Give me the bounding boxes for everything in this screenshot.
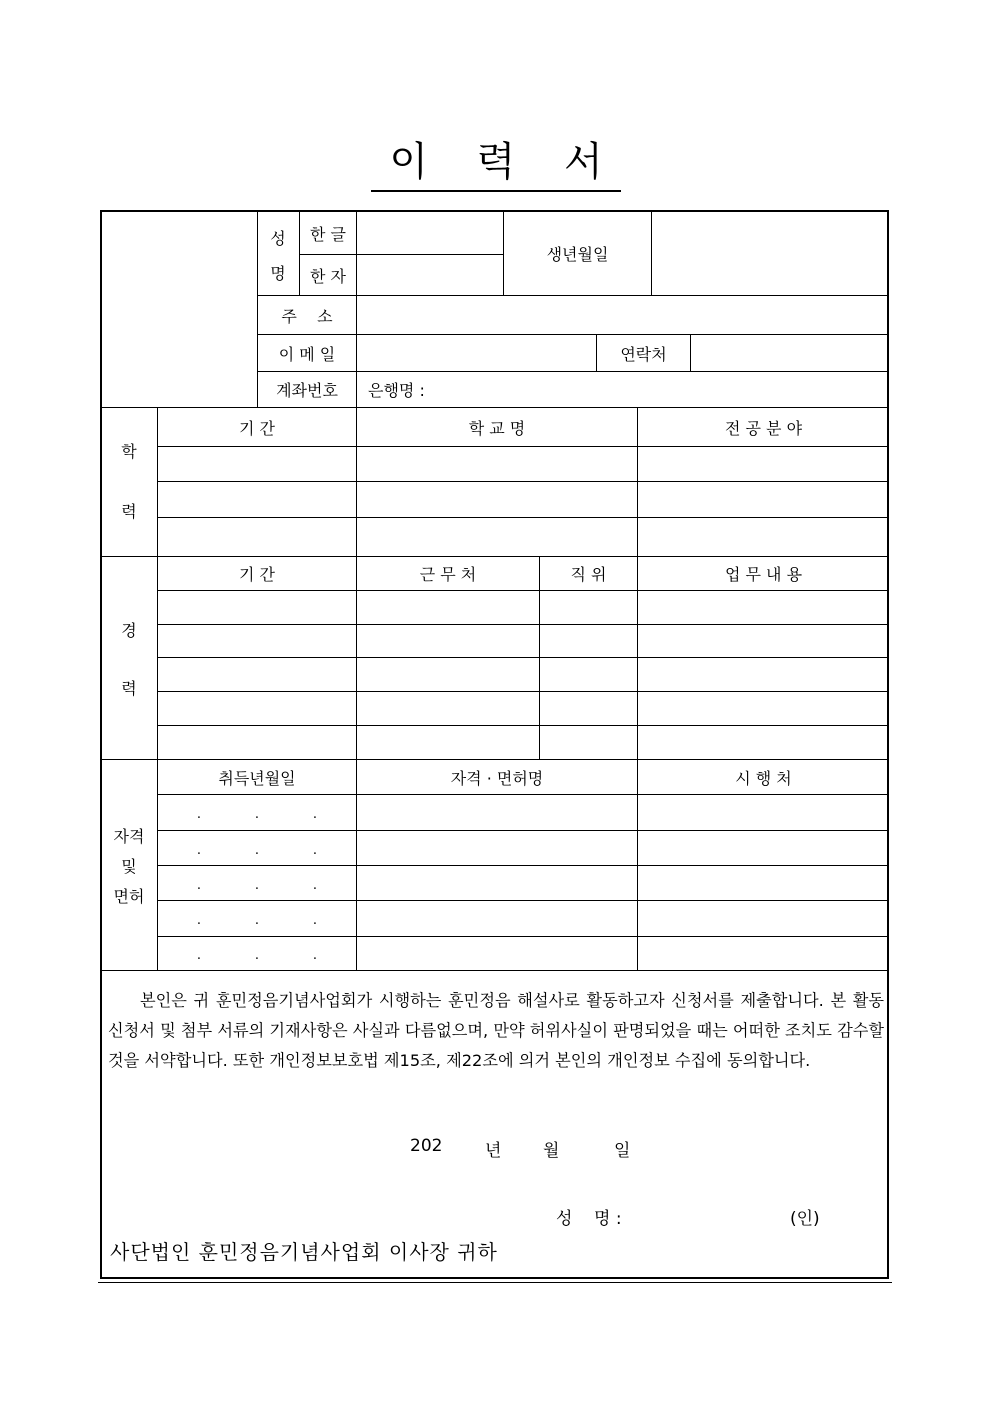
address-label: 주 소 [281,306,333,326]
education-header-period: 기 간 [239,418,275,438]
contact-field[interactable] [691,335,889,371]
date-year-unit: 년 [485,1141,502,1161]
license-date-row[interactable]: . . . [196,806,318,822]
document-title: 이 력 서 [0,138,992,192]
hanja-name-label: 한 자 [310,266,346,286]
license-date-row[interactable]: . . . [196,947,318,963]
license-date-row[interactable]: . . . [196,842,318,858]
birthdate-label: 생년월일 [546,245,609,264]
education-label-top: 학 [121,441,137,461]
date-day-unit: 일 [614,1141,631,1161]
education-label-bottom: 력 [121,501,137,521]
license-label-1: 자격 [113,826,145,846]
bottom-rule [98,1282,892,1283]
license-date-row[interactable]: . . . [196,877,318,893]
address-field[interactable] [357,296,889,334]
email-label: 이 메 일 [278,344,336,364]
pledge-text: 본인은 귀 훈민정음기념사업회가 시행하는 훈민정음 해설사로 활동하고자 신청서를 제출합니다. 본 활동신청서 및 첨부 서류의 기재사항은 사실과 다름없으며, 만약 허위사실이 판명되었을 때는 어떠한 조치도 감수할 것을 서약합니다. 또한 개인정보보호법 제15조, 제22조에 의거 본인의 개인정보 수집에 동의합니다. [108,991,884,1070]
education-header-major: 전 공 분 야 [724,418,803,438]
name-label-top: 성 [270,228,286,248]
license-header-date: 취득년월일 [218,768,296,788]
date-month-unit: 월 [543,1141,560,1161]
career-header-period: 기 간 [239,565,275,584]
career-header-workplace: 근 무 처 [419,565,477,584]
email-field[interactable] [357,335,596,371]
signature-label: 성 명 : [556,1209,622,1229]
account-label: 계좌번호 [276,381,338,400]
career-header-duties: 업 무 내 용 [724,565,803,584]
recipient-line: 사단법인 훈민정음기념사업회 이사장 귀하 [110,1240,498,1264]
career-header-position: 직 위 [570,565,607,584]
license-header-issuer: 시 행 처 [735,768,792,788]
career-label-top: 경 [121,620,137,640]
license-label-2: 및 [121,856,137,876]
license-label-3: 면허 [113,886,145,906]
contact-label: 연락처 [620,344,667,364]
name-label-bottom: 명 [270,263,286,283]
hanja-name-field[interactable] [357,255,503,295]
korean-name-field[interactable] [357,212,503,254]
birthdate-field[interactable] [652,212,889,295]
photo-area[interactable] [102,212,257,407]
education-header-school: 학 교 명 [468,418,526,438]
license-date-row[interactable]: . . . [196,912,318,928]
seal-mark[interactable]: (인) [790,1209,820,1229]
bank-name-label: 은행명 : [368,381,425,400]
career-label-bottom: 력 [121,678,137,698]
date-year[interactable]: 202 [410,1136,443,1156]
license-header-name: 자격 · 면허명 [450,768,544,788]
korean-name-label: 한 글 [310,224,346,244]
